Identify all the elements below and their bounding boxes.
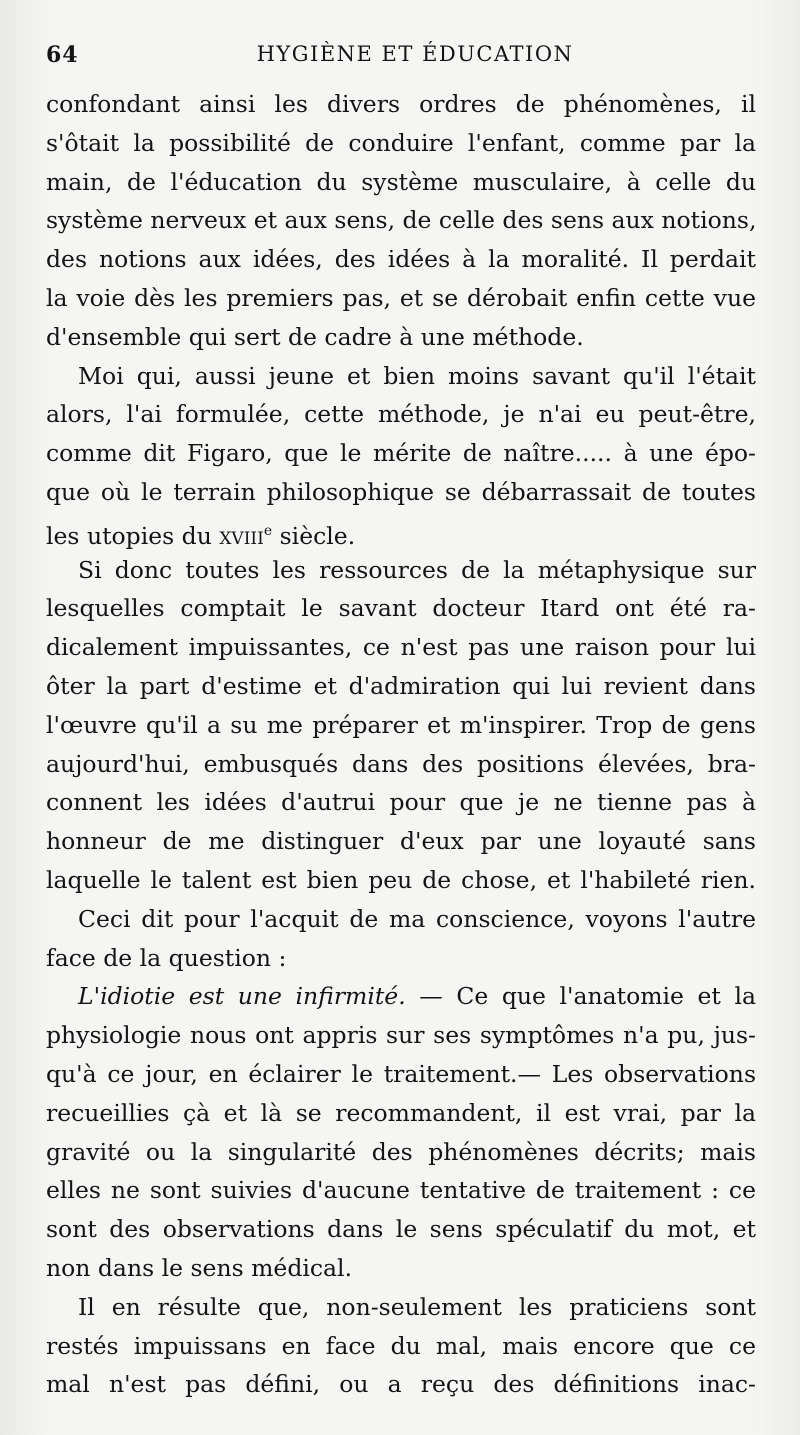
text-line: laquelle le talent est bien peu de chose, et l'habileté rien. [46, 865, 756, 894]
text-line: restés impuissans en face du mal, mais encore que ce [46, 1331, 756, 1360]
text-line: aujourd'hui, embusqués dans des positions élevées, bra- [46, 749, 756, 778]
text-line: lesquelles comptait le savant docteur Itard ont été ra- [46, 594, 756, 623]
text-fragment: — Ce que l'anatomie et la [405, 982, 756, 1011]
text-fragment: siècle. [272, 521, 356, 550]
text-line: gravité ou la singularité des phénomènes décrits; mais [46, 1137, 756, 1166]
text-line: confondant ainsi les divers ordres de phénomènes, il [46, 90, 756, 118]
text-line-century [46, 512, 756, 551]
text-line: physiologie nous ont appris sur ses symptômes n'a pu, jus- [46, 1021, 756, 1050]
text-line: Ceci dit pour l'acquit de ma conscience, voyons l'autre [78, 904, 756, 933]
text-line: recueillies çà et là se recommandent, il est vrai, par la [46, 1098, 756, 1127]
text-line: d'ensemble qui sert de cadre à une méthode. [46, 322, 584, 351]
text-line: des notions aux idées, des idées à la moralité. Il perdait [46, 245, 756, 274]
text-line: la voie dès les premiers pas, et se dérobait enfin cette vue [46, 283, 756, 312]
text-line: Il en résulte que, non-seulement les praticiens sont [78, 1292, 756, 1321]
text-line: Moi qui, aussi jeune et bien moins savant qu'il l'était [78, 361, 756, 390]
text-line: que où le terrain philosophique se débarrassait de toutes [46, 477, 756, 506]
text-line: ôter la part d'estime et d'admiration qui lui revient dans [46, 671, 756, 700]
text-line: honneur de me distinguer d'eux par une loyauté sans [46, 827, 756, 856]
century-numeral: XVIII [219, 528, 264, 549]
text-line: Si donc toutes les ressources de la métaphysique sur [78, 555, 756, 584]
text-line-italic-lead [46, 977, 756, 1016]
text-line: dicalement impuissantes, ce n'est pas une raison pour lui [46, 633, 756, 662]
running-head: HYGIÈNE ET ÉDUCATION [256, 42, 574, 66]
text-line: alors, l'ai formulée, cette méthode, je n'ai eu peut-être, [46, 400, 756, 429]
text-line: comme dit Figaro, que le mérite de naître..... à une épo- [46, 439, 756, 468]
text-line: connent les idées d'autrui pour que je ne tienne pas à [46, 788, 756, 817]
page-number: 64 [46, 42, 79, 68]
text-line: face de la question : [46, 943, 287, 972]
text-line: qu'à ce jour, en éclairer le traitement.— Les observations [46, 1059, 756, 1088]
text-line: sont des observations dans le sens spéculatif du mot, et [46, 1215, 756, 1244]
text-line: système nerveux et aux sens, de celle des sens aux notions, [46, 206, 757, 235]
body-text [46, 85, 756, 1404]
text-line: mal n'est pas défini, ou a reçu des définitions inac- [46, 1370, 756, 1399]
text-line: non dans le sens médical. [46, 1253, 353, 1282]
text-line: elles ne sont suivies d'aucune tentative de traitement : ce [46, 1176, 756, 1205]
text-line: main, de l'éducation du système musculaire, à celle du [46, 167, 756, 196]
text-line: s'ôtait la possibilité de conduire l'enfant, comme par la [46, 128, 756, 157]
italic-phrase: L'idiotie est une infirmité. [78, 982, 406, 1011]
text-fragment: les utopies du [46, 521, 220, 550]
text-line: l'œuvre qu'il a su me préparer et m'inspirer. Trop de gens [46, 710, 756, 739]
century-superscript: e [263, 522, 273, 539]
page-header [46, 42, 754, 72]
